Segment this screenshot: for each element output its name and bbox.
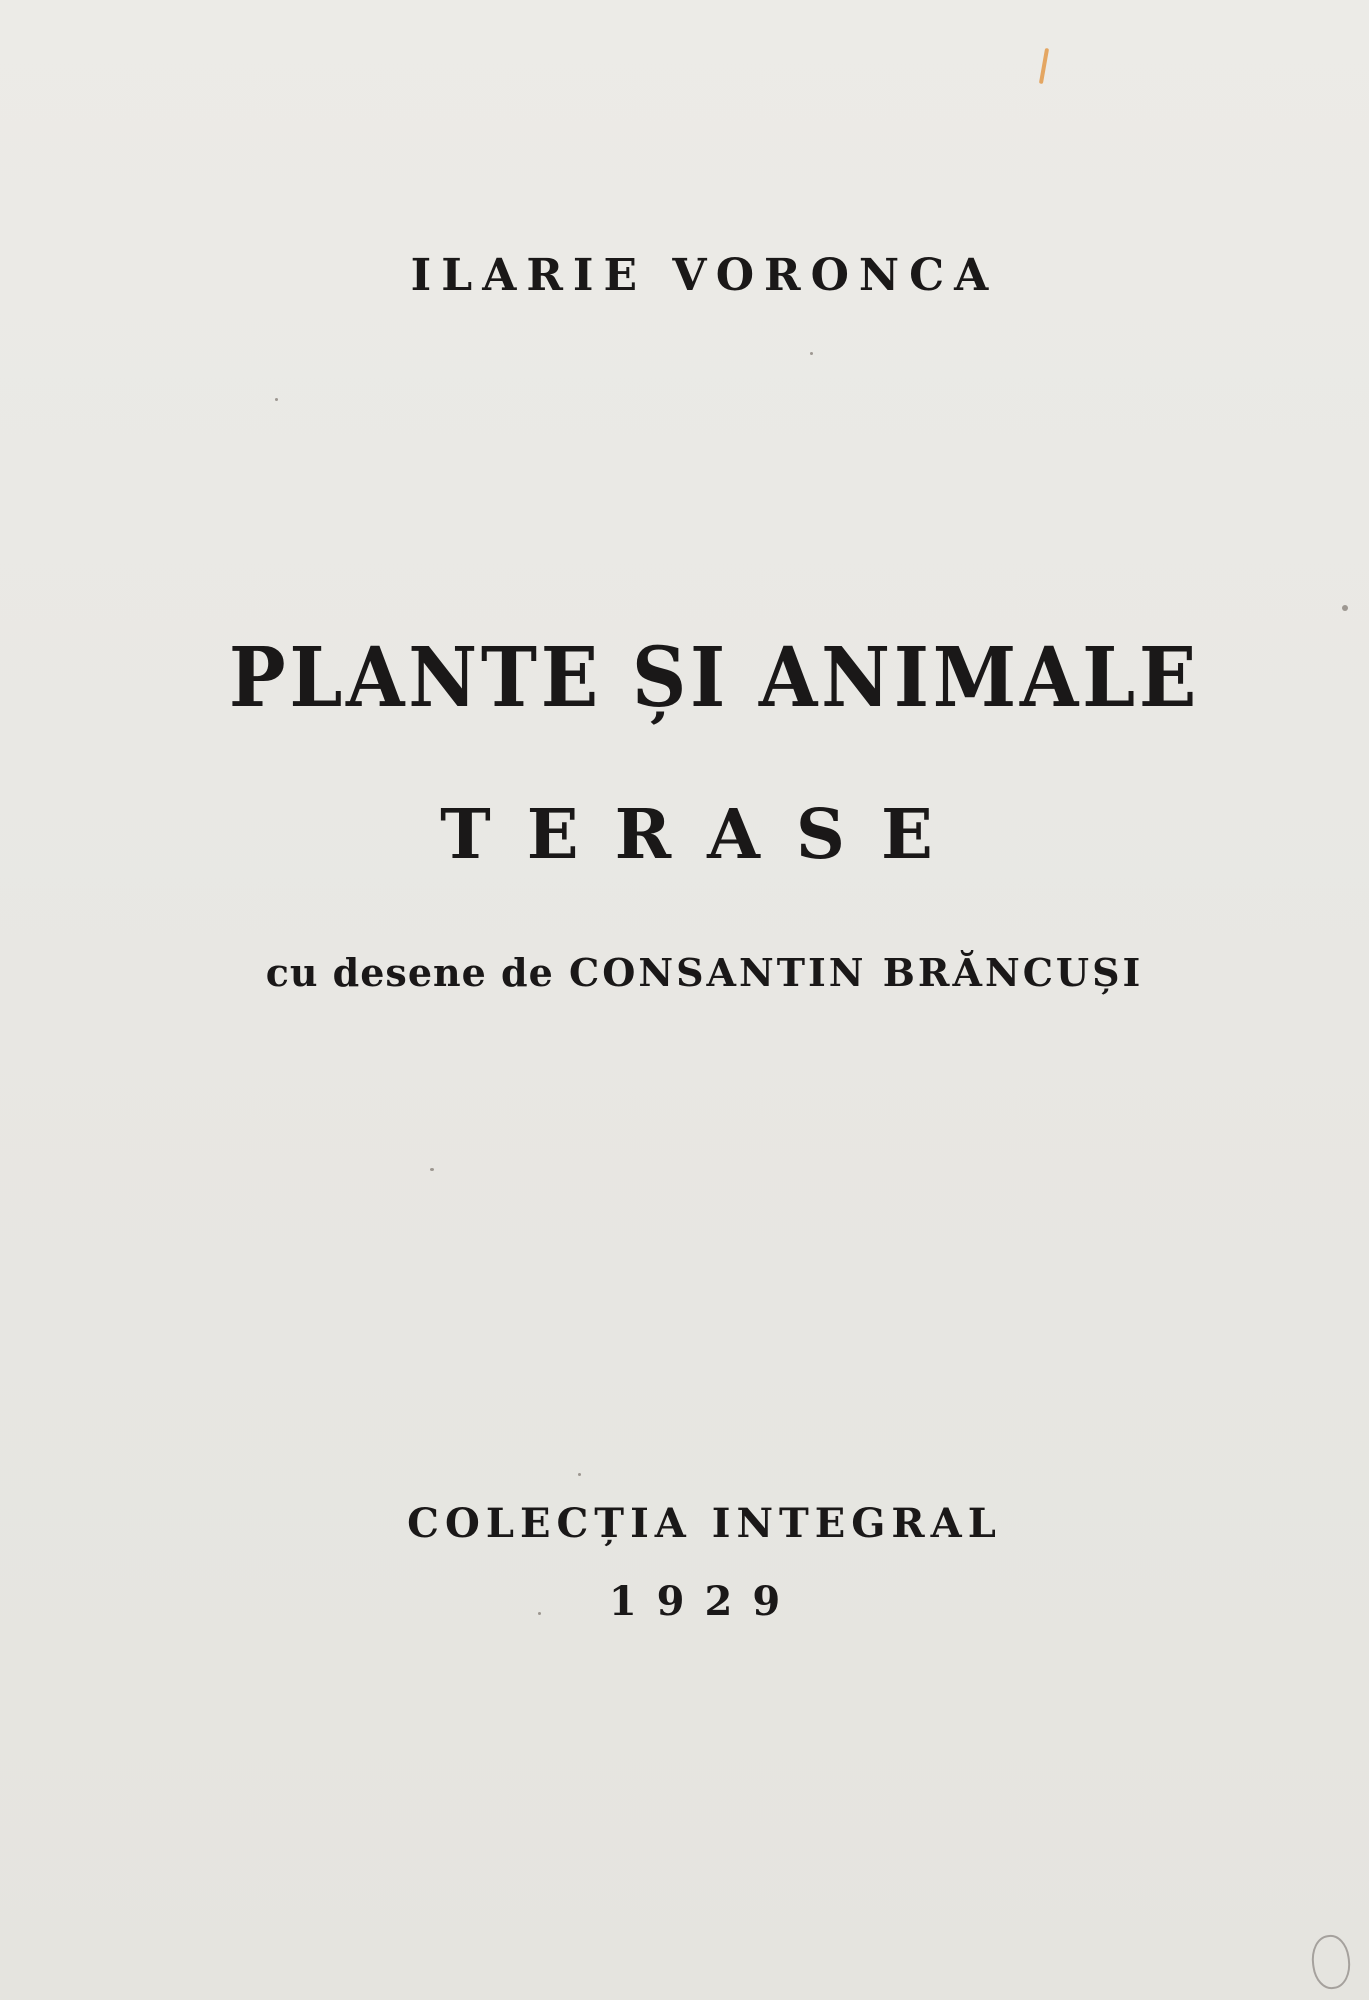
book-subtitle: TERASE xyxy=(440,795,969,875)
author-name: ILARIE VORONCA xyxy=(410,250,999,301)
collection-name: COLECȚIA INTEGRAL xyxy=(407,1500,1002,1547)
paper-speck xyxy=(1342,605,1348,611)
paper-speck xyxy=(810,352,813,355)
publication-year: 1929 xyxy=(608,1578,801,1625)
paper-speck xyxy=(430,1168,434,1171)
book-title: PLANTE ȘI ANIMALE xyxy=(228,630,1201,726)
credit-prefix: cu desene de xyxy=(265,950,554,995)
orange-stain-mark xyxy=(1039,48,1049,84)
pencil-mark xyxy=(1308,1933,1353,1992)
illustration-credit xyxy=(20,950,1369,995)
paper-speck xyxy=(578,1473,581,1476)
credit-artist: CONSANTIN BRĂNCUȘI xyxy=(569,950,1144,995)
paper-speck xyxy=(275,398,278,401)
